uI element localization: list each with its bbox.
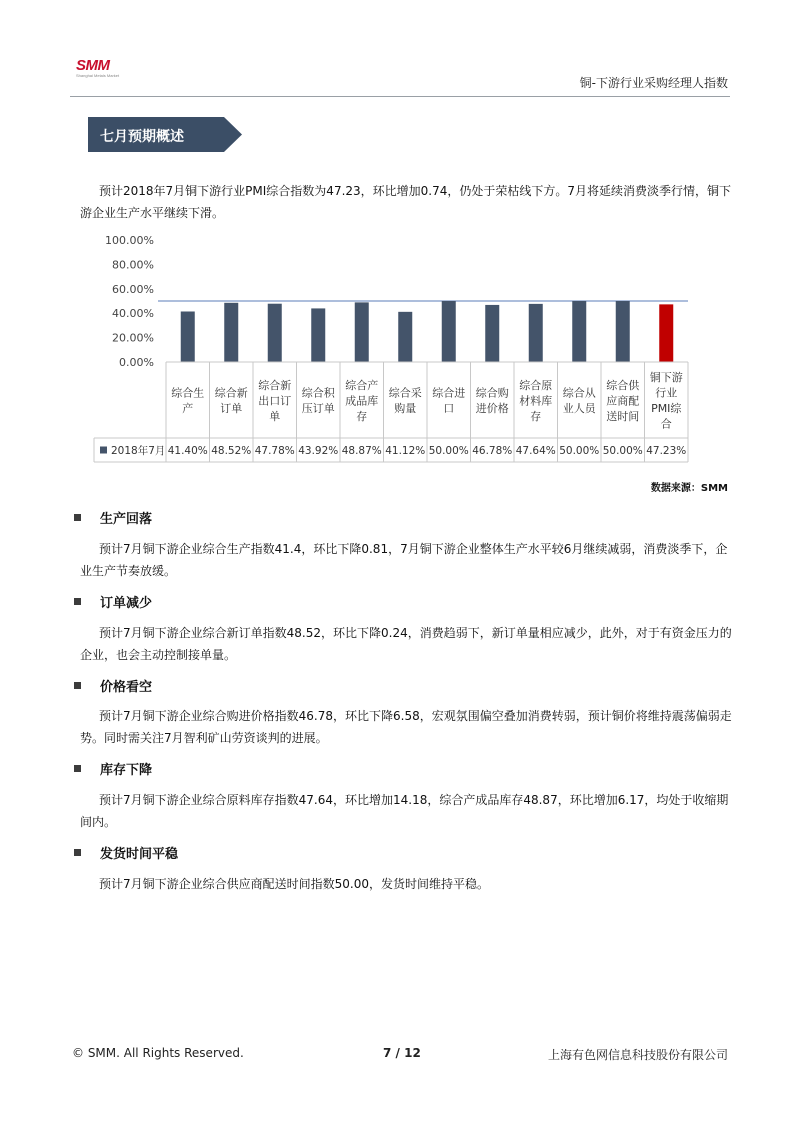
category-label: 订单	[220, 402, 243, 415]
category-label: 购量	[394, 402, 417, 415]
category-label: 成品库	[345, 394, 379, 408]
data-value-label: 41.40%	[167, 445, 208, 457]
bar	[572, 301, 586, 362]
section-heading-text: 发货时间平稳	[100, 846, 179, 862]
series-name: 2018年7月	[111, 445, 166, 457]
bar	[398, 312, 412, 362]
category-label: 综合新	[258, 378, 292, 392]
category-label: 应商配	[606, 394, 640, 408]
category-label: 出口订	[258, 394, 292, 408]
smm-logo	[76, 58, 120, 78]
data-value-label: 47.23%	[646, 445, 687, 457]
category-label: 铜下游	[649, 371, 683, 384]
logo-subtext: Shanghai Metals Market	[76, 73, 120, 78]
data-value-label: 48.52%	[211, 445, 252, 457]
bar	[224, 303, 238, 362]
data-value-label: 50.00%	[559, 445, 600, 457]
data-value-label: 46.78%	[472, 445, 513, 457]
intro-paragraph: 预计2018年7月铜下游行业PMI综合指数为47.23，环比增加0.74，仍处于荣枯线下方。7月将延续消费淡季行情，铜下游企业生产水平继续下滑。	[80, 184, 732, 220]
bar	[355, 302, 369, 362]
bar	[181, 311, 195, 362]
category-label: 综合产	[345, 378, 379, 392]
square-bullet-icon	[74, 598, 81, 605]
document-title: 铜-下游行业采购经理人指数	[579, 76, 728, 90]
section-heading-text: 订单减少	[100, 595, 153, 611]
footer-page-number: 7 / 12	[383, 1046, 421, 1060]
header-divider	[70, 96, 730, 97]
category-label: 单	[269, 409, 281, 423]
section-paragraph-production: 预计7月铜下游企业综合生产指数41.4，环比下降0.81，7月铜下游企业整体生产水平较6月继续减弱，消费淡季下，企业生产节奏放缓。	[80, 542, 728, 578]
data-value-label: 48.87%	[341, 445, 382, 457]
data-value-label: 50.00%	[602, 445, 643, 457]
data-value-label: 43.92%	[298, 445, 339, 457]
data-source: 数据来源：SMM	[650, 483, 728, 494]
pmi-chart-svg	[90, 228, 690, 468]
bar	[268, 304, 282, 362]
footer-copyright: © SMM. All Rights Reserved.	[72, 1046, 244, 1060]
category-label: PMI综	[651, 402, 682, 415]
square-bullet-icon	[74, 682, 81, 689]
square-bullet-icon	[74, 514, 81, 521]
section-heading-orders	[74, 591, 152, 611]
section-paragraph-orders: 预计7月铜下游企业综合新订单指数48.52，环比下降0.24，消费趋弱下，新订单量相应减少，此外，对于有资金压力的企业，也会主动控制接单量。	[80, 626, 732, 662]
y-tick-label: 60.00%	[112, 282, 154, 296]
section-paragraph-inventory: 预计7月铜下游企业综合原料库存指数47.64，环比增加14.18，综合产成品库存48.87，环比增加6.17，均处于收缩期间内。	[80, 793, 729, 829]
category-label: 行业	[655, 386, 678, 400]
category-label: 存	[530, 409, 542, 423]
section-paragraph-delivery: 预计7月铜下游企业综合供应商配送时间指数50.00，发货时间维持平稳。	[99, 877, 489, 891]
square-bullet-icon	[74, 849, 81, 856]
section-heading-text: 价格看空	[100, 679, 153, 695]
category-label: 综合进	[432, 386, 466, 400]
section-paragraph-price: 预计7月铜下游企业综合购进价格指数46.78，环比下降6.58，宏观氛围偏空叠加消费转弱，预计铜价将维持震荡偏弱走势。同时需关注7月智利矿山劳资谈判的进展。	[80, 709, 732, 745]
pmi-chart	[90, 228, 690, 468]
data-value-label: 50.00%	[428, 445, 469, 457]
section-banner	[88, 117, 242, 152]
category-label: 业人员	[562, 402, 596, 415]
category-label: 进价格	[475, 402, 509, 415]
bar	[311, 308, 325, 362]
category-label: 综合积	[301, 386, 335, 400]
section-heading-text: 库存下降	[100, 762, 153, 778]
category-label: 存	[356, 409, 368, 423]
section-heading-text: 生产回落	[100, 511, 153, 527]
category-label: 口	[443, 402, 455, 415]
data-value-label: 47.64%	[515, 445, 556, 457]
legend-swatch	[100, 447, 107, 454]
category-label: 综合原	[519, 378, 553, 392]
data-value-label: 41.12%	[385, 445, 426, 457]
y-tick-label: 0.00%	[119, 356, 154, 369]
bar	[442, 301, 456, 362]
y-tick-label: 80.00%	[112, 258, 154, 272]
data-value-label: 47.78%	[254, 445, 295, 457]
category-label: 合	[660, 417, 672, 431]
section-heading-price	[74, 675, 152, 695]
section-heading-production	[74, 507, 152, 527]
section-title: 七月预期概述	[100, 129, 184, 145]
footer-company: 上海有色网信息科技股份有限公司	[547, 1048, 728, 1062]
category-label: 材料库	[519, 394, 553, 408]
section-heading-delivery	[74, 842, 178, 862]
bar	[659, 304, 673, 362]
square-bullet-icon	[74, 765, 81, 772]
section-heading-inventory	[74, 758, 152, 778]
category-label: 送时间	[606, 409, 640, 423]
bar	[485, 305, 499, 362]
y-tick-label: 100.00%	[105, 234, 154, 247]
bar	[616, 301, 630, 362]
category-label: 综合购	[475, 386, 509, 400]
category-label: 综合采	[388, 386, 422, 400]
category-label: 压订单	[301, 402, 335, 415]
category-label: 综合新	[214, 386, 248, 400]
category-label: 综合从	[562, 386, 596, 400]
logo-text: SMM	[76, 57, 110, 74]
y-tick-label: 20.00%	[112, 331, 154, 345]
category-label: 产	[182, 402, 194, 415]
y-tick-label: 40.00%	[112, 307, 154, 321]
category-label: 综合生	[171, 386, 205, 400]
category-label: 综合供	[606, 378, 640, 392]
bar	[529, 304, 543, 362]
